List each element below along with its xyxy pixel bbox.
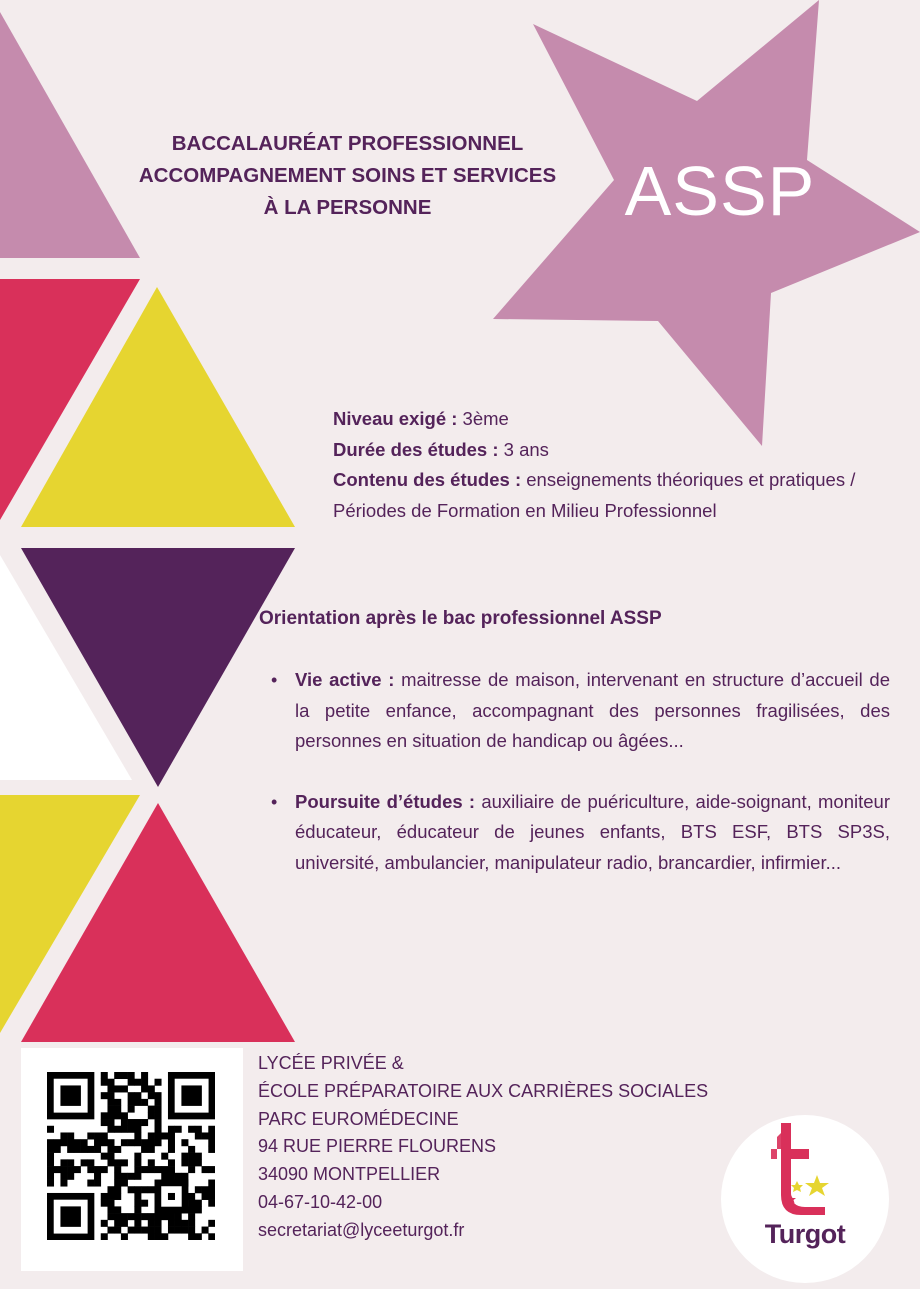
title-line-1: BACCALAURÉAT PROFESSIONNEL xyxy=(171,132,524,155)
list-item-poursuite xyxy=(270,787,890,879)
vie-active-text: maitresse de maison, intervenant en structure d’accueil de la petite enfance, accompagnant des personnes fragilisées, des personnes en situation de handicap ou âgées... xyxy=(295,669,890,751)
contact-block xyxy=(258,1050,708,1245)
poursuite-label: Poursuite d’études : xyxy=(295,790,476,812)
bullet-icon: • xyxy=(271,670,278,690)
page-title xyxy=(90,128,605,224)
title-line-3: À LA PERSONNE xyxy=(263,196,432,219)
contact-line-parc: PARC EUROMÉDECINE xyxy=(258,1108,459,1129)
bullet-icon: • xyxy=(271,791,278,812)
orientation-heading: Orientation après le bac professionnel ASSP xyxy=(259,608,662,629)
contact-email[interactable]: secretariat@lyceeturgot.fr xyxy=(258,1219,465,1240)
duree-label: Durée des études : xyxy=(333,438,499,460)
star-label: ASSP xyxy=(624,152,816,230)
orientation-list xyxy=(270,665,890,878)
contact-phone[interactable]: 04-67-10-42-00 xyxy=(258,1191,383,1212)
vie-active-label: Vie active : xyxy=(295,669,395,690)
niveau-value: 3ème xyxy=(457,408,509,429)
logo-text: Turgot xyxy=(764,1219,846,1249)
niveau-line xyxy=(333,404,878,435)
niveau-label: Niveau exigé : xyxy=(333,408,458,429)
program-info xyxy=(333,404,878,526)
qr-code[interactable] xyxy=(21,1048,243,1271)
qr-code-icon xyxy=(47,1072,215,1240)
contact-line-city: 34090 MONTPELLIER xyxy=(258,1164,441,1185)
list-item-vie-active xyxy=(270,665,890,757)
duree-value: 3 ans xyxy=(498,438,549,460)
contenu-value: enseignements théoriques et pratiques / Périodes de Formation en Milieu Professionnel xyxy=(333,469,856,521)
contact-line-ecole: ÉCOLE PRÉPARATOIRE AUX CARRIÈRES SOCIALES xyxy=(258,1080,709,1101)
poursuite-text: auxiliaire de puériculture, aide-soignant, moniteur éducateur, éducateur de jeunes enfants, BTS ESF, BTS SP3S, université, ambulancier, manipulateur radio, brancardier, infirmier... xyxy=(295,790,890,873)
contenu-label: Contenu des études : xyxy=(333,469,522,490)
title-line-2: ACCOMPAGNEMENT SOINS ET SERVICES xyxy=(138,164,557,187)
turgot-logo-icon xyxy=(721,1115,889,1283)
turgot-logo xyxy=(721,1115,889,1283)
contact-line-street: 94 RUE PIERRE FLOURENS xyxy=(258,1136,497,1157)
contact-line-school: LYCÉE PRIVÉE & xyxy=(258,1053,404,1073)
duree-line xyxy=(333,435,878,466)
contenu-line xyxy=(333,465,878,526)
